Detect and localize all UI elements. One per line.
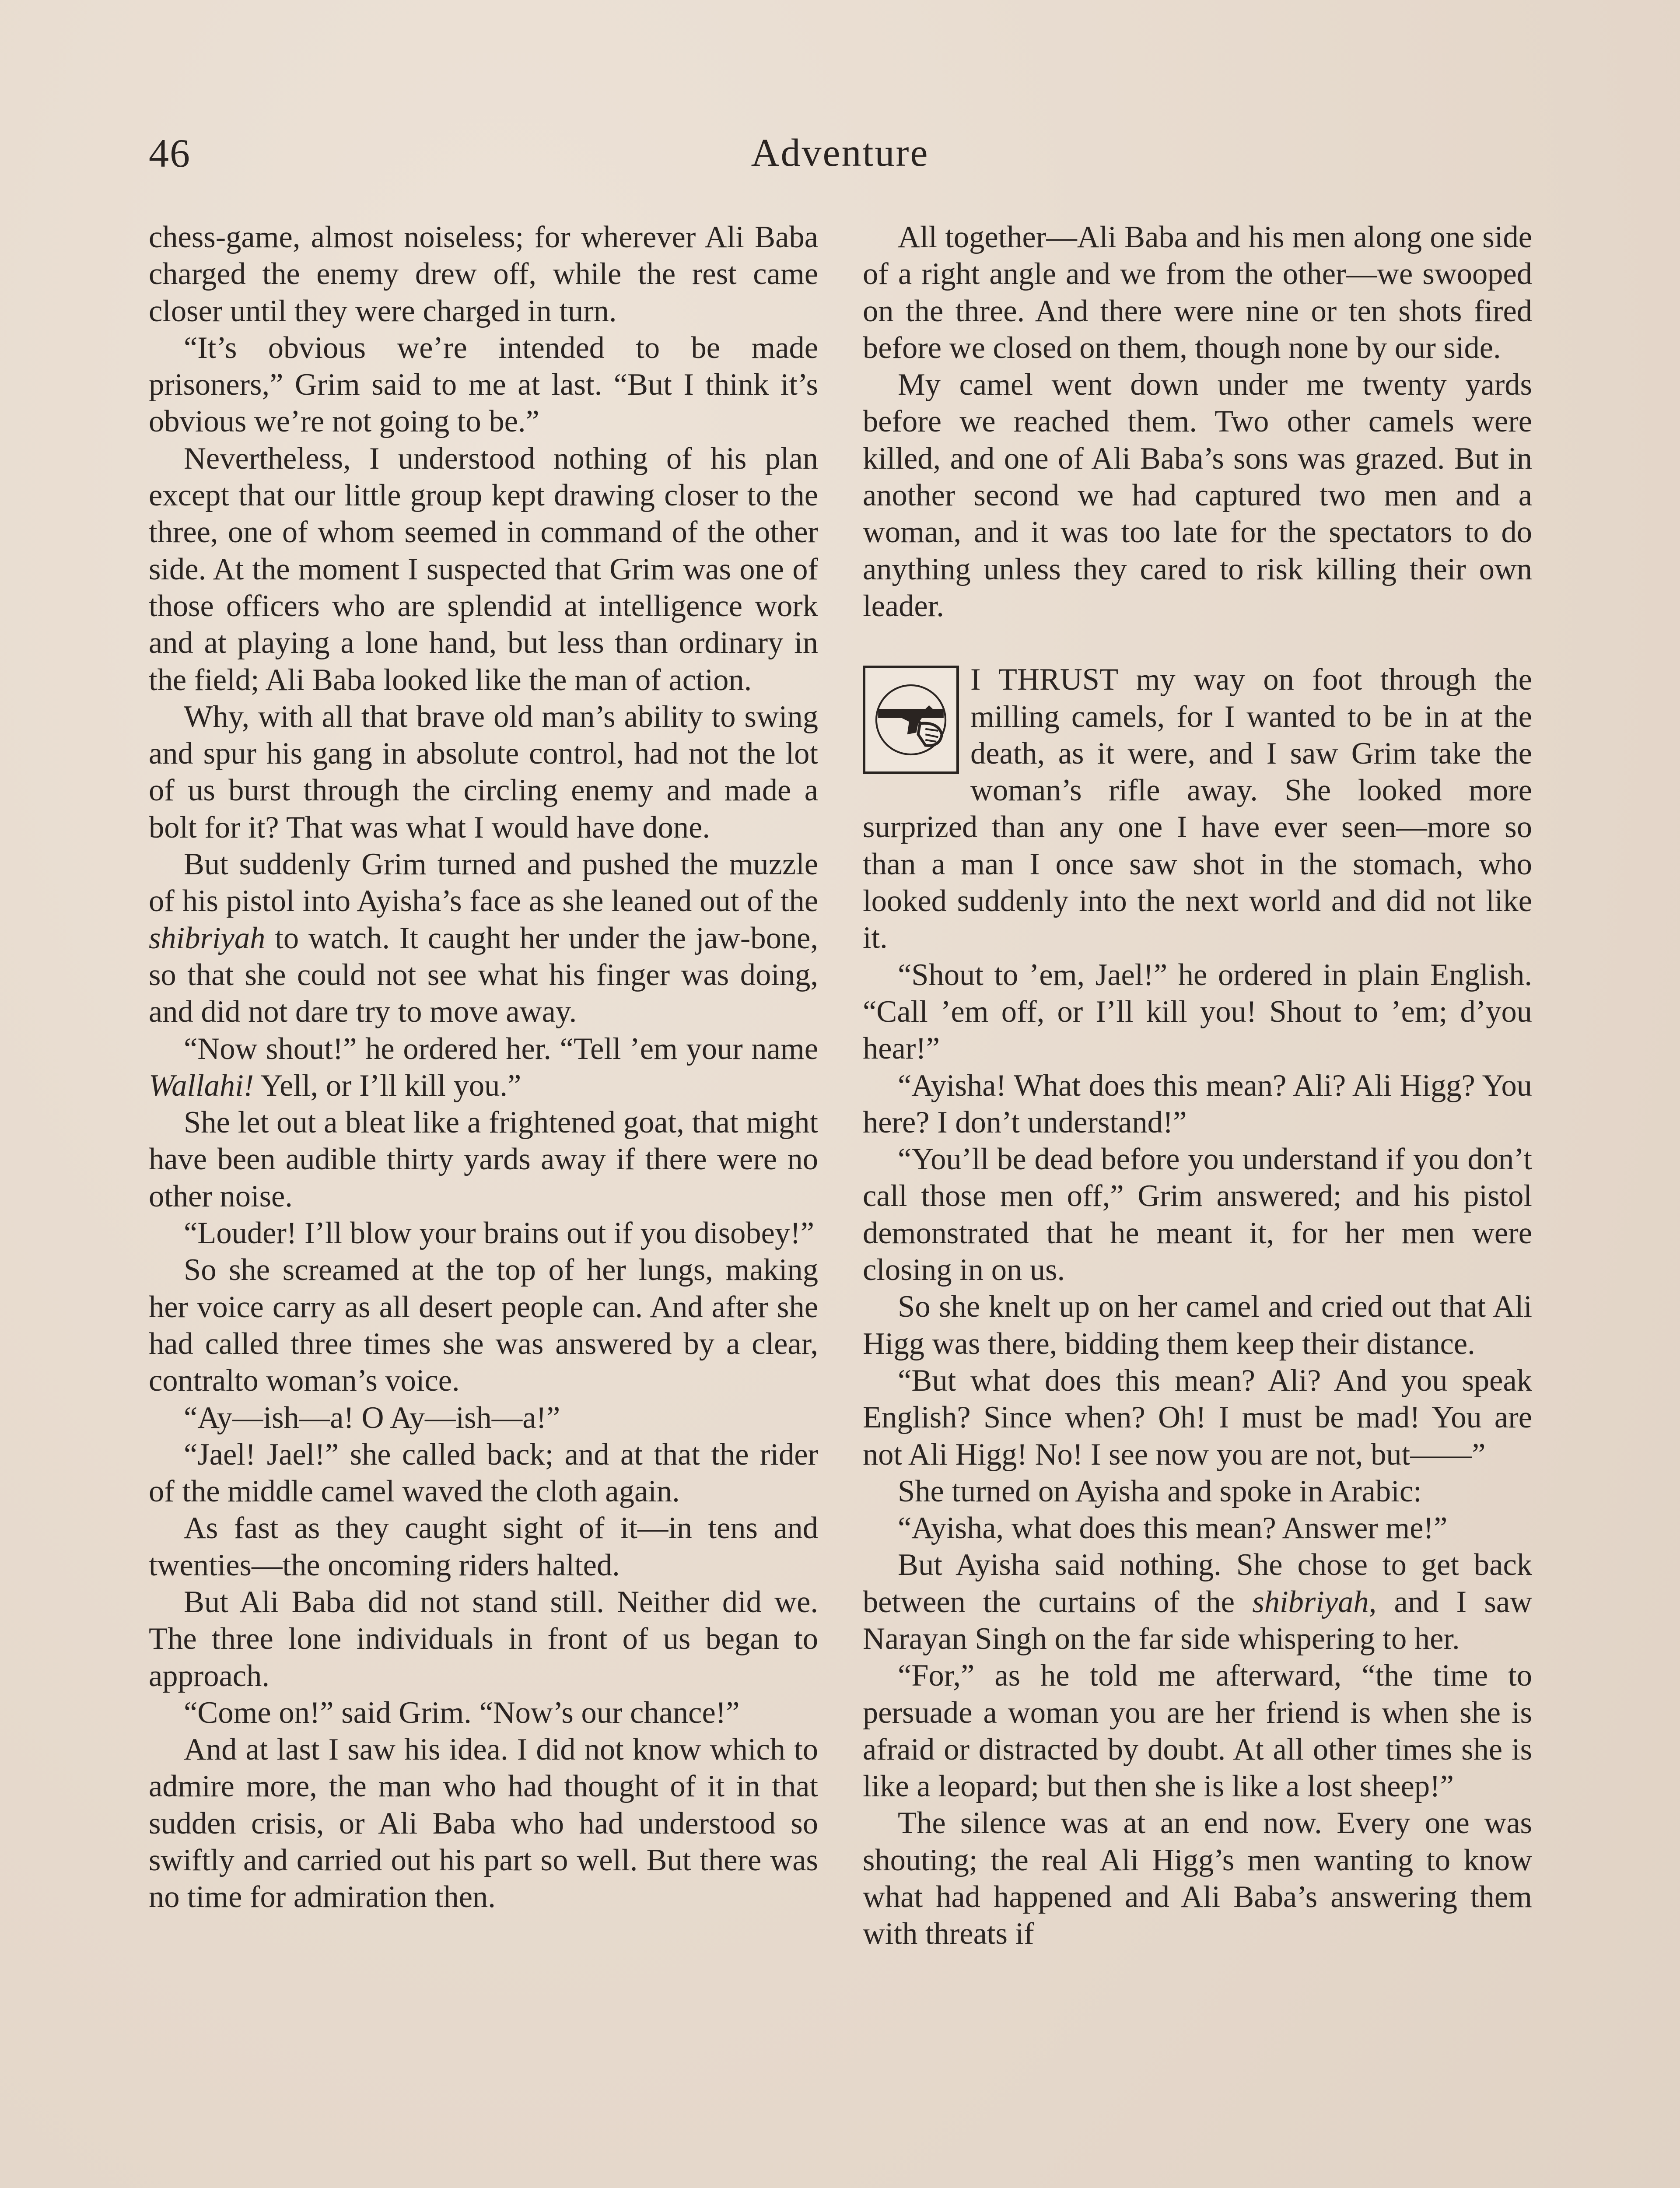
paragraph: She turned on Ayisha and spoke in Arabic:: [898, 1474, 1422, 1508]
paragraph: Why, with all that brave old man’s ability to swing and spur his gang in absolute control, had not the lot of us burst through the circling enemy and made a bolt for it? That was what I would have done.: [149, 699, 818, 845]
paragraph: “It’s obvious we’re intended to be made prisoners,” Grim said to me at last. “But I think it’s obvious we’re not going to be.”: [149, 330, 818, 439]
paragraph-text: “Now shout!” he ordered her. “Tell ’em your name: [184, 1031, 818, 1066]
page-number: 46: [149, 131, 191, 175]
italic-word: shibriyah,: [1252, 1585, 1377, 1619]
paragraph: But Ali Baba did not stand still. Neither did we. The three lone individuals in front of us began to approach.: [149, 1585, 818, 1693]
paragraph: [149, 1031, 818, 1105]
paragraph: So she knelt up on her camel and cried out that Ali Higg was there, bidding them keep their distance.: [863, 1290, 1532, 1361]
paragraph-text: Yell, or I’ll kill you.”: [254, 1068, 522, 1103]
section-first-paragraph: I THRUST my way on foot through the milling camels, for I wanted to be in at the death, as it were, and I saw Grim take the woman’s rifle away. She looked more surprized than any one I have ever seen—more so than a man I once saw shot in the stomach, who looked suddenly into the next world and did not like it.: [863, 663, 1532, 955]
paragraph-text: and I saw Narayan Singh on the far side whispering to her.: [863, 1585, 1532, 1656]
paragraph: [863, 1546, 1532, 1657]
paragraph: Nevertheless, I understood nothing of his plan except that our little group kept drawing closer to the three, one of whom seemed in command of the other side. At the moment I suspected that Grim was one of those officers who are splendid at intelligence work and at playing a lone hand, but less than ordinary in the field; Ali Baba looked like the man of action.: [149, 441, 818, 697]
paragraph: “Ayisha! What does this mean? Ali? Ali Higg? You here? I don’t understand!”: [863, 1068, 1532, 1140]
italic-word: shibriyah: [149, 921, 266, 955]
paragraph: The silence was at an end now. Every one was shouting; the real Ali Higg’s men wanting to know what had happened and Ali Baba’s answering them with threats if: [863, 1806, 1532, 1951]
paragraph-text: But Ayisha said nothing. She chose to get back between the curtains of the: [863, 1548, 1532, 1619]
paragraph: “Ay—ish—a! O Ay—ish—a!”: [184, 1400, 560, 1435]
paragraph: “Shout to ’em, Jael!” he ordered in plain English. “Call ’em off, or I’ll kill you! Shout to ’em; d’you hear!”: [863, 957, 1532, 1066]
left-column: [149, 219, 818, 1916]
paragraph: “Jael! Jael!” she called back; and at that the rider of the middle camel waved the cloth again.: [149, 1437, 818, 1509]
ornament-drawing: [865, 668, 956, 771]
paragraph: All together—Ali Baba and his men along one side of a right angle and we from the other—we swooped on the three. And there were nine or ten shots fired before we closed on them, though none by our side.: [863, 220, 1532, 365]
paragraph: So she screamed at the top of her lungs, making her voice carry as all desert people can. And after she had called three times she was answered by a clear, contralto woman’s voice.: [149, 1253, 818, 1398]
paragraph: “Come on!” said Grim. “Now’s our chance!”: [184, 1695, 740, 1730]
paragraph: “For,” as he told me afterward, “the time to persuade a woman you are her friend is when she is afraid or distracted by doubt. At all other times she is like a leopard; but then she is like a lost sheep!”: [863, 1659, 1532, 1804]
right-column: [863, 219, 1532, 1953]
page-header: [149, 127, 1531, 188]
paragraph: “Ayisha, what does this mean? Answer me!”: [898, 1511, 1448, 1546]
paragraph: [149, 846, 818, 1030]
section-opening: [863, 661, 1532, 956]
paragraph: She let out a bleat like a frightened goat, that might have been audible thirty yards away if there were no other noise.: [149, 1105, 818, 1213]
paragraph: “But what does this mean? Ali? And you speak English? Since when? Oh! I must be mad! You are not Ali Higg! No! I see now you are not, but——”: [863, 1363, 1532, 1472]
paragraph: And at last I saw his idea. I did not know which to admire more, the man who had thought of it in that sudden crisis, or Ali Baba who had understood so swiftly and carried out his part so well. But there was no time for admiration then.: [149, 1732, 818, 1914]
paragraph-text: But suddenly Grim turned and pushed the muzzle of his pistol into Ayisha’s face as she leaned out of the: [149, 847, 818, 919]
paragraph: My camel went down under me twenty yards before we reached them. Two other camels were killed, and one of Ali Baba’s sons was grazed. But in another second we had captured two men and a woman, and it was too late for the spectators to do anything unless they cared to risk killing their own leader.: [863, 368, 1532, 623]
paragraph: As fast as they caught sight of it—in tens and twenties—the oncoming riders halted.: [149, 1511, 818, 1582]
paragraph: chess-game, almost noiseless; for wherever Ali Baba charged the enemy drew off, while the rest came closer until they were charged in turn.: [149, 220, 818, 328]
paragraph: “Louder! I’ll blow your brains out if you disobey!”: [184, 1216, 814, 1251]
paragraph-text: to watch. It caught her under the jaw-bone, so that she could not see what his finger was doing, and did not dare try to move away.: [149, 921, 818, 1029]
italic-word: Wallahi!: [149, 1068, 254, 1103]
pistol-in-hand-icon: [863, 666, 959, 774]
paragraph: “You’ll be dead before you understand if you don’t call those men off,” Grim answered; and his pistol demonstrated that he meant it, for her men were closing in on us.: [863, 1142, 1532, 1287]
magazine-title: Adventure: [751, 131, 929, 175]
